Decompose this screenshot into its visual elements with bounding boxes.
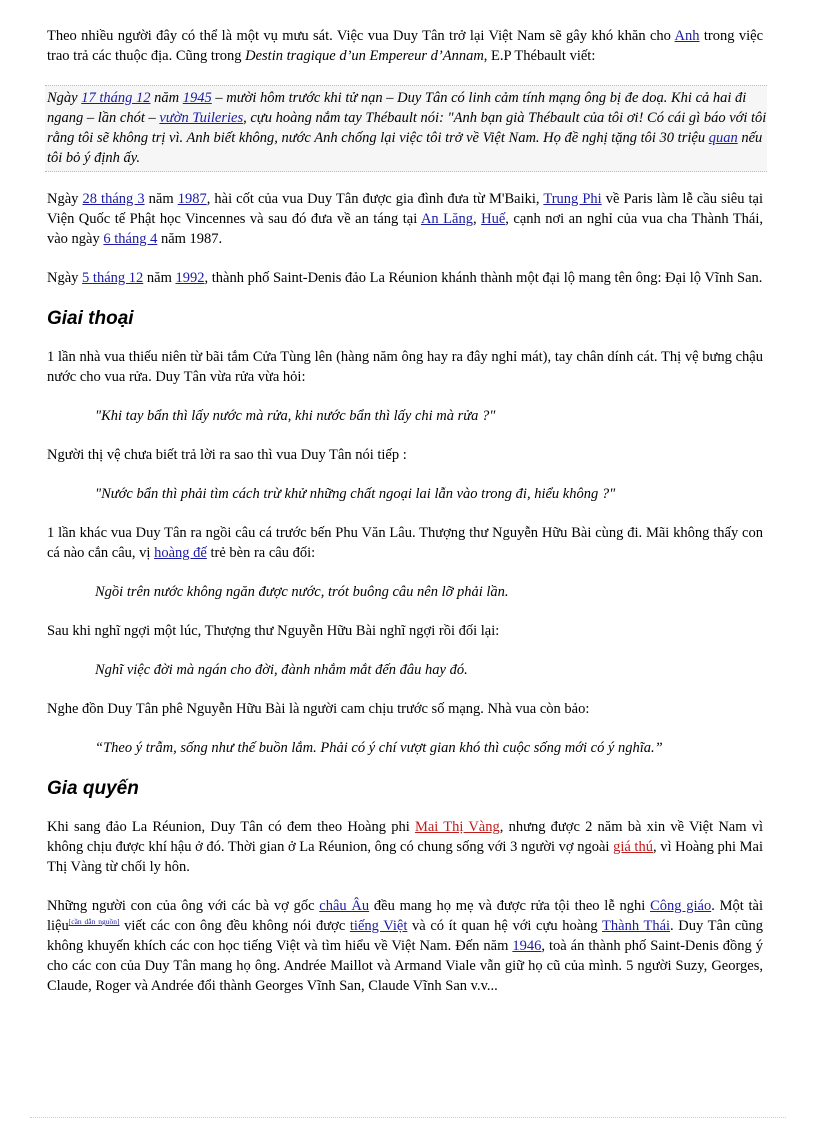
paragraph-reunion: Khi sang đảo La Réunion, Duy Tân có đem theo Hoàng phi Mai Thị Vàng, nhưng được 2 năm bà xin về Việt Nam vì không chịu được khí hậu ở đó. Thời gian ở La Réunion, ông có chung sống với 3 người vợ ngoài giá thú, vì Hoàng phi Mai Thị Vàng từ chối ly hôn.	[47, 819, 763, 875]
link-1987[interactable]: 1987	[177, 191, 207, 207]
link-1992[interactable]: 1992	[175, 270, 205, 286]
link-1946[interactable]: 1946	[512, 938, 542, 954]
quote-dirty-water: "Nước bẩn thì phải tìm cách trừ khử những chất ngoại lai lẫn vào trong đi, hiểu không ?"	[95, 486, 616, 502]
link-17-thang-12[interactable]: 17 tháng 12	[81, 90, 151, 106]
paragraph-beach: 1 lần nhà vua thiếu niên từ bãi tắm Cửa Tùng lên (hàng năm ông hay ra đây nghỉ mát), tay chân dính cát. Thị vệ bưng chậu nước cho vua rửa. Duy Tân vừa rửa vừa hỏi:	[47, 349, 763, 385]
page-bottom-divider	[30, 1117, 786, 1118]
link-thanh-thai[interactable]: Thành Thái	[602, 918, 671, 934]
link-cong-giao[interactable]: Công giáo	[650, 898, 712, 914]
paragraph-guard: Người thị vệ chưa biết trả lời ra sao thì vua Duy Tân nói tiếp :	[47, 447, 407, 463]
couplet-second: Nghĩ việc đời mà ngán cho đời, đành nhắm mắt đến đâu hay đó.	[95, 662, 468, 678]
link-vuon-tuileries[interactable]: vườn Tuileries	[159, 110, 244, 126]
link-mai-thi-vang[interactable]: Mai Thị Vàng	[414, 819, 500, 835]
link-an-lang[interactable]: An Lăng	[420, 211, 473, 227]
link-quan[interactable]: quan	[708, 130, 738, 146]
couplet-first: Ngồi trên nước không ngăn được nước, trót buông câu nên lỡ phải lần.	[95, 584, 509, 600]
link-tieng-viet[interactable]: tiếng Việt	[349, 918, 408, 934]
quote-wash-hands: "Khi tay bẩn thì lấy nước mà rửa, khi nước bẩn thì lấy chi mà rửa ?"	[95, 408, 496, 424]
paragraph-rumor: Nghe đồn Duy Tân phê Nguyễn Hữu Bài là người cam chịu trước số mạng. Nhà vua còn bảo:	[47, 701, 590, 717]
link-1945[interactable]: 1945	[182, 90, 212, 106]
link-anh[interactable]: Anh	[674, 28, 700, 44]
paragraph-assassination: Theo nhiều người đây có thể là một vụ mưu sát. Việc vua Duy Tân trở lại Việt Nam sẽ gây khó khăn cho Anh trong việc trao trả các thuộc địa. Cũng trong Destin tragique d’un Empereur d’Annam, E.P Thébault viết:	[47, 28, 764, 64]
thebault-quote: Ngày 17 tháng 12 năm 1945 – mười hôm trước khi tử nạn – Duy Tân có linh cảm tính mạng ông bị đe doạ. Khi cả hai đi ngang – lần chót – vườn Tuileries, cựu hoàng nắm tay Thébault nói: "Anh bạn già Thébault của tôi ơi! Có cái gì báo với tôi rằng tôi sẽ không trị vì. Anh biết không, nước Anh chống lại việc tôi trở về Việt Nam. Họ đề nghị tặng tôi 30 triệu quan nếu tôi bỏ ý định ấy.	[45, 85, 767, 172]
link-6-thang-4[interactable]: 6 tháng 4	[103, 231, 158, 247]
paragraph-children: Những người con của ông với các bà vợ gốc châu Âu đều mang họ mẹ và được rửa tội theo lễ nghi Công giáo. Một tài liệu[cần dẫn nguồn] viết các con ông đều không nói được tiếng Việt và có ít quan hệ với cựu hoàng Thành Thái. Duy Tân cũng không khuyến khích các con học tiếng Việt và tìm hiểu về Việt Nam. Đến năm 1946, toà án thành phố Saint-Denis đồng ý cho các con của Duy Tân mang họ ông. Andrée Maillot và Armand Viale vẫn giữ họ cũ của mình. 5 người Suzy, Georges, Claude, Roger và Andrée đổi thành Georges Vĩnh San, Claude Vĩnh San v.v...	[47, 898, 764, 994]
paragraph-reply: Sau khi nghĩ ngợi một lúc, Thượng thư Nguyễn Hữu Bài nghĩ ngợi rồi đối lại:	[47, 623, 500, 639]
link-hoang-de[interactable]: hoàng đế	[154, 545, 207, 561]
link-gia-thu[interactable]: giá thú	[613, 839, 653, 855]
link-28-thang-3[interactable]: 28 tháng 3	[82, 191, 145, 207]
paragraph-remains: Ngày 28 tháng 3 năm 1987, hài cốt của vua Duy Tân được gia đình đưa từ M'Baiki, Trung Phi về Paris làm lễ cầu siêu tại Viện Quốc tế Phật học Vincennes và sau đó đưa về an táng tại An Lăng, Huế, cạnh nơi an nghỉ của vua cha Thành Thái, vào ngày 6 tháng 4 năm 1987.	[47, 191, 764, 247]
heading-anecdotes: Giai thoại	[47, 308, 134, 329]
article-body	[47, 26, 767, 1015]
link-trung-phi[interactable]: Trung Phi	[543, 191, 602, 207]
link-5-thang-12[interactable]: 5 tháng 12	[82, 270, 144, 286]
heading-family: Gia quyến	[47, 778, 139, 799]
quote-meaning: “Theo ý trẫm, sống như thế buồn lắm. Phải có ý chí vượt gian khó thì cuộc sống mới có ý nghĩa.”	[95, 740, 663, 756]
paragraph-boulevard: Ngày 5 tháng 12 năm 1992, thành phố Saint-Denis đảo La Réunion khánh thành một đại lộ mang tên ông: Đại lộ Vĩnh San.	[47, 270, 763, 286]
book-title: Destin tragique d’un Empereur d’Annam	[245, 48, 484, 64]
paragraph-fishing: 1 lần khác vua Duy Tân ra ngồi câu cá trước bến Phu Văn Lâu. Thượng thư Nguyễn Hữu Bài cùng đi. Mãi không thấy con cá nào cắn câu, vị hoàng đế trẻ bèn ra câu đối:	[47, 525, 763, 561]
citation-needed-link[interactable]: [cần dẫn nguồn]	[68, 917, 120, 926]
link-chau-au[interactable]: châu Âu	[319, 898, 370, 914]
link-hue[interactable]: Huế	[481, 211, 506, 227]
